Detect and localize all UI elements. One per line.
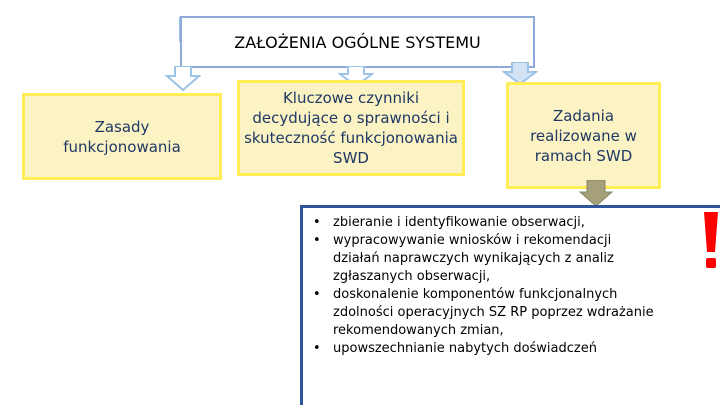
bullet: • xyxy=(313,341,321,356)
bullet: • xyxy=(313,215,321,230)
system-title-text: ZAŁOŻENIA OGÓLNE SYSTEMU xyxy=(234,32,481,52)
box-kluczowe-czynniki xyxy=(237,80,465,176)
arrow-to-task-list xyxy=(578,180,614,208)
system-title xyxy=(180,16,535,68)
task-text: upowszechnianie nabytych doświadczeń xyxy=(333,341,597,356)
task-item xyxy=(309,286,660,340)
task-item xyxy=(309,232,660,286)
bullet: • xyxy=(313,287,321,302)
box-zadania-label: Zadania realizowane w ramach SWD xyxy=(530,106,637,165)
task-list-box xyxy=(300,205,720,405)
task-item xyxy=(309,340,660,358)
task-text: zbieranie i identyfikowanie obserwacji, xyxy=(333,215,585,230)
box-czynniki-label: Kluczowe czynniki decydujące o sprawności i skuteczność funkcjonowania SWD xyxy=(244,89,458,167)
task-text: doskonalenie komponentów funkcjonalnych zdolności operacyjnych SZ RP poprzez wdrażanie rekomendowanych zmian, xyxy=(333,287,654,338)
bullet: • xyxy=(313,233,321,248)
task-text: wypracowywanie wniosków i rekomendacji działań naprawczych wynikających z analiz zgłaszanych obserwacji, xyxy=(333,233,614,284)
box-zadania-realizowane xyxy=(506,82,661,189)
box-zasady-funkcjonowania xyxy=(22,93,222,180)
box-zasady-label: Zasady funkcjonowania xyxy=(63,117,181,156)
task-item xyxy=(309,214,660,232)
exclamation-icon xyxy=(700,212,720,270)
task-list xyxy=(309,214,660,358)
arrow-to-zasady xyxy=(165,66,201,92)
